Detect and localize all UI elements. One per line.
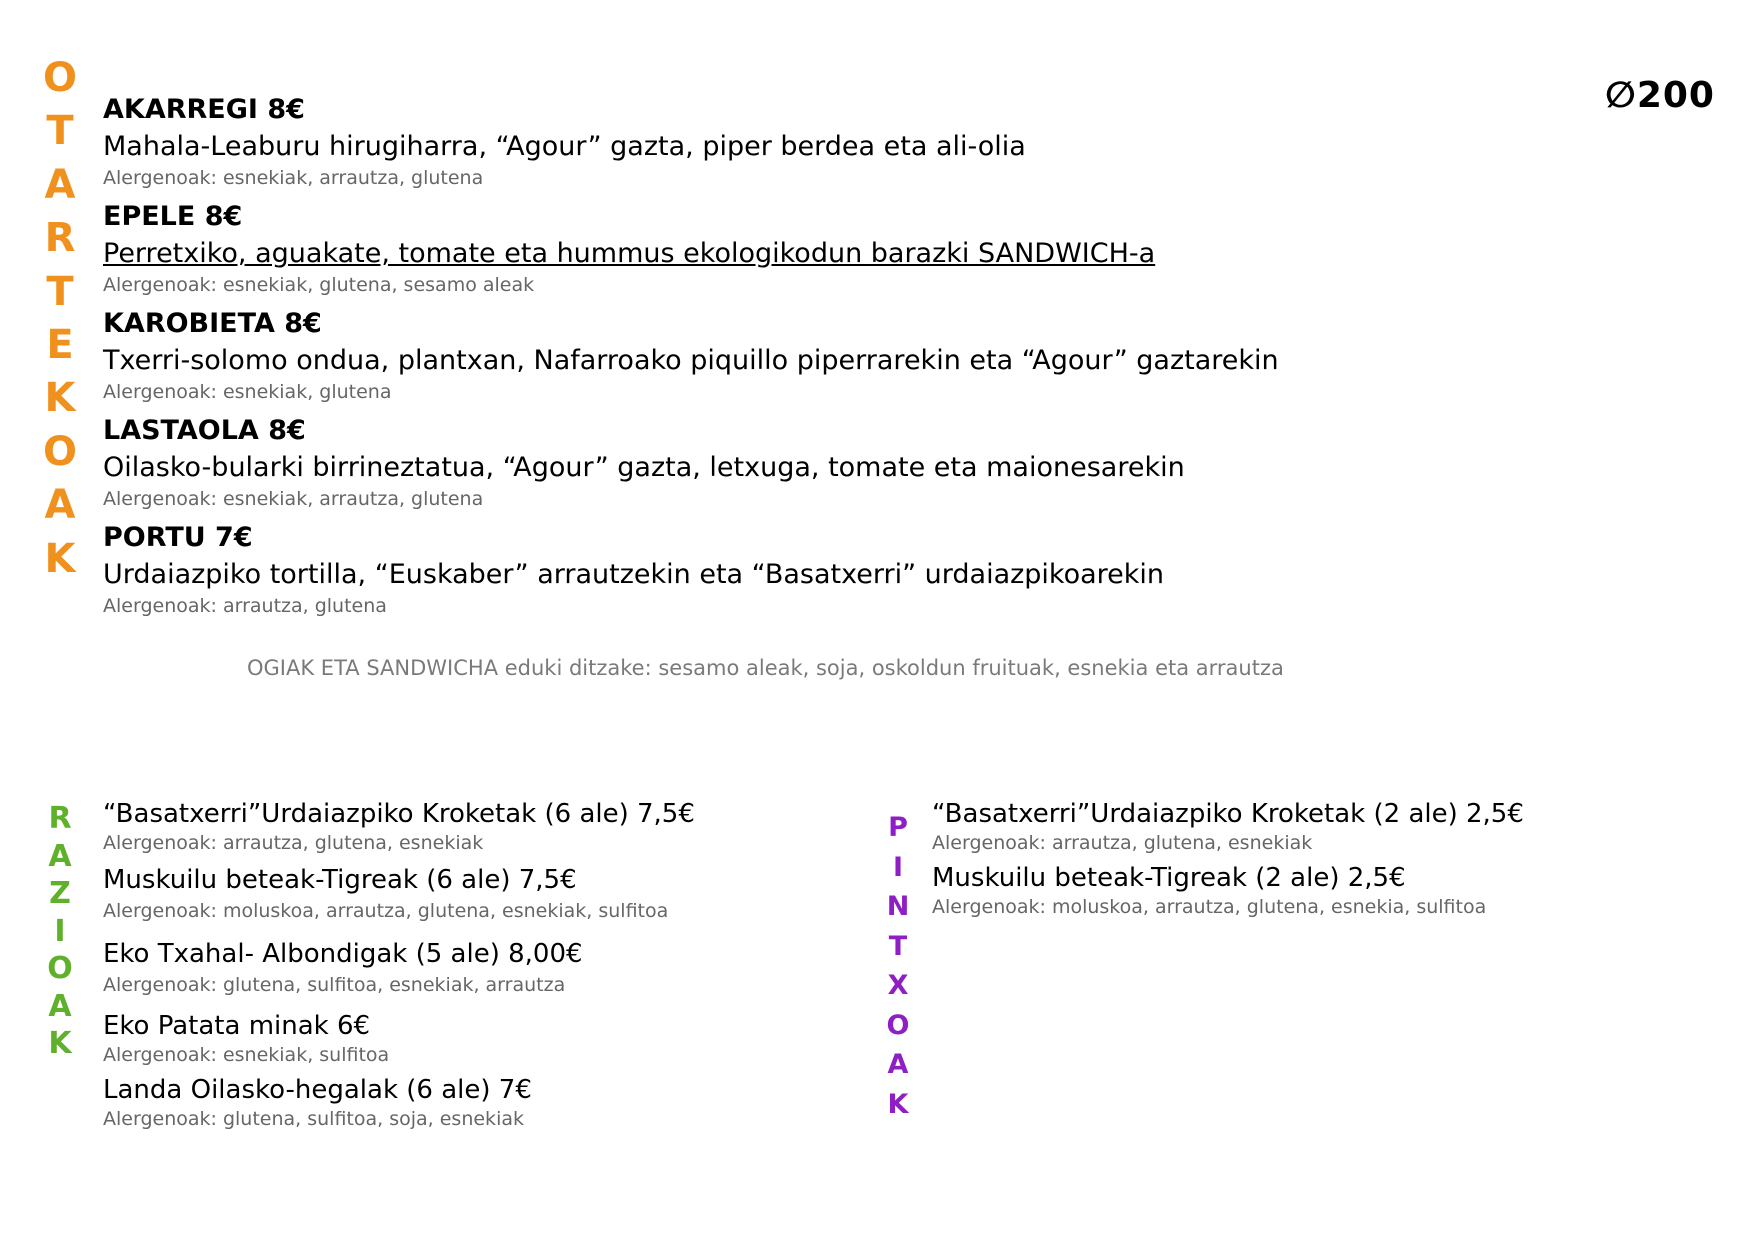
menu-item xyxy=(103,861,873,935)
item-allergens: Alergenoak: esnekiak, sulfitoa xyxy=(103,1044,390,1066)
razioak-list xyxy=(103,797,873,1137)
heading-letter: A xyxy=(887,1049,909,1080)
menu-item xyxy=(103,1073,873,1137)
menu-item xyxy=(103,797,873,861)
heading-letter: O xyxy=(47,951,73,986)
item-allergens: Alergenoak: arrautza, glutena, esnekiak xyxy=(932,832,1313,854)
heading-letter: N xyxy=(886,891,910,922)
item-name: LASTAOLA 8€ xyxy=(103,415,306,446)
heading-letter: E xyxy=(46,321,74,368)
item-name: PORTU 7€ xyxy=(103,522,253,553)
item-allergens: Alergenoak: esnekiak, arrautza, glutena xyxy=(103,167,484,189)
pintxoak-vertical-heading xyxy=(880,808,916,1124)
heading-letter: I xyxy=(54,913,66,949)
menu-item xyxy=(932,797,1732,861)
heading-letter: O xyxy=(42,428,77,475)
otartekoak-vertical-heading xyxy=(38,52,82,586)
heading-letter: I xyxy=(892,851,904,883)
menu-item-portu xyxy=(103,521,1653,628)
heading-letter: O xyxy=(886,1009,910,1041)
heading-letter: T xyxy=(46,108,74,155)
item-description: Txerri-solomo ondua, plantxan, Nafarroako piquillo piperrarekin eta “Agour” gaztarekin xyxy=(103,345,1279,376)
menu-item xyxy=(932,861,1732,925)
heading-letter: A xyxy=(48,838,72,874)
menu-item-lastaola xyxy=(103,414,1653,521)
item-allergens: Alergenoak: esnekiak, glutena xyxy=(103,381,392,403)
item-allergens: Alergenoak: esnekiak, arrautza, glutena xyxy=(103,488,484,510)
menu-item xyxy=(103,1009,873,1073)
heading-letter: K xyxy=(44,535,76,582)
heading-letter: A xyxy=(44,482,76,529)
item-description: Mahala-Leaburu hirugiharra, “Agour” gazta, piper berdea eta ali-olia xyxy=(103,131,1026,162)
item-allergens: Alergenoak: arrautza, glutena xyxy=(103,595,387,617)
otartekoak-list xyxy=(103,93,1653,628)
item-allergens: Alergenoak: glutena, sulfitoa, esnekiak, arrautza xyxy=(103,974,566,996)
item-allergens: Alergenoak: moluskoa, arrautza, glutena, esnekia, sulfitoa xyxy=(932,896,1487,918)
heading-letter: T xyxy=(46,268,74,315)
bread-allergen-note: OGIAK ETA SANDWICHA eduki ditzake: sesamo aleak, soja, oskoldun fruituak, esnekia eta arrautza xyxy=(247,656,1284,680)
item-name: Eko Patata minak 6€ xyxy=(103,1011,371,1041)
item-description: Oilasko-bularki birrineztatua, “Agour” gazta, letxuga, tomate eta maionesarekin xyxy=(103,452,1185,483)
item-name: Eko Txahal- Albondigak (5 ale) 8,00€ xyxy=(103,939,583,969)
menu-item-karobieta xyxy=(103,307,1653,414)
item-name: Muskuilu beteak-Tigreak (2 ale) 2,5€ xyxy=(932,863,1406,893)
heading-letter: T xyxy=(888,930,908,962)
item-name: EPELE 8€ xyxy=(103,201,243,232)
item-name: Muskuilu beteak-Tigreak (6 ale) 7,5€ xyxy=(103,865,577,895)
item-allergens: Alergenoak: arrautza, glutena, esnekiak xyxy=(103,832,484,854)
heading-letter: A xyxy=(44,161,76,208)
item-name: “Basatxerri”Urdaiazpiko Kroketak (2 ale) 2,5€ xyxy=(932,799,1524,829)
heading-letter: R xyxy=(48,801,72,836)
item-allergens: Alergenoak: glutena, sulfitoa, soja, esnekiak xyxy=(103,1108,524,1130)
heading-letter: A xyxy=(48,988,72,1024)
heading-letter: R xyxy=(44,215,76,262)
menu-item-epele xyxy=(103,200,1653,307)
item-name: KAROBIETA 8€ xyxy=(103,308,322,339)
razioak-vertical-heading xyxy=(42,800,78,1063)
item-description: Perretxiko, aguakate, tomate eta hummus ekologikodun barazki SANDWICH-a xyxy=(103,238,1156,269)
item-allergens: Alergenoak: esnekiak, glutena, sesamo aleak xyxy=(103,274,535,296)
item-description: Urdaiazpiko tortilla, “Euskaber” arrautzekin eta “Basatxerri” urdaiazpikoarekin xyxy=(103,559,1165,590)
heading-letter: K xyxy=(44,375,76,422)
item-name: AKARREGI 8€ xyxy=(103,94,305,125)
heading-letter: O xyxy=(42,55,77,101)
brand-logo: ∅200 xyxy=(1605,75,1715,116)
heading-letter: P xyxy=(888,812,908,843)
menu-item-akarregi xyxy=(103,93,1653,200)
heading-letter: Z xyxy=(49,876,71,911)
heading-letter: K xyxy=(48,1026,72,1061)
item-allergens: Alergenoak: moluskoa, arrautza, glutena, esnekiak, sulfitoa xyxy=(103,900,669,922)
item-name: “Basatxerri”Urdaiazpiko Kroketak (6 ale) 7,5€ xyxy=(103,799,695,829)
pintxoak-list xyxy=(932,797,1732,925)
heading-letter: X xyxy=(887,970,909,1001)
item-name: Landa Oilasko-hegalak (6 ale) 7€ xyxy=(103,1075,532,1105)
menu-item xyxy=(103,935,873,1009)
heading-letter: K xyxy=(887,1088,909,1120)
